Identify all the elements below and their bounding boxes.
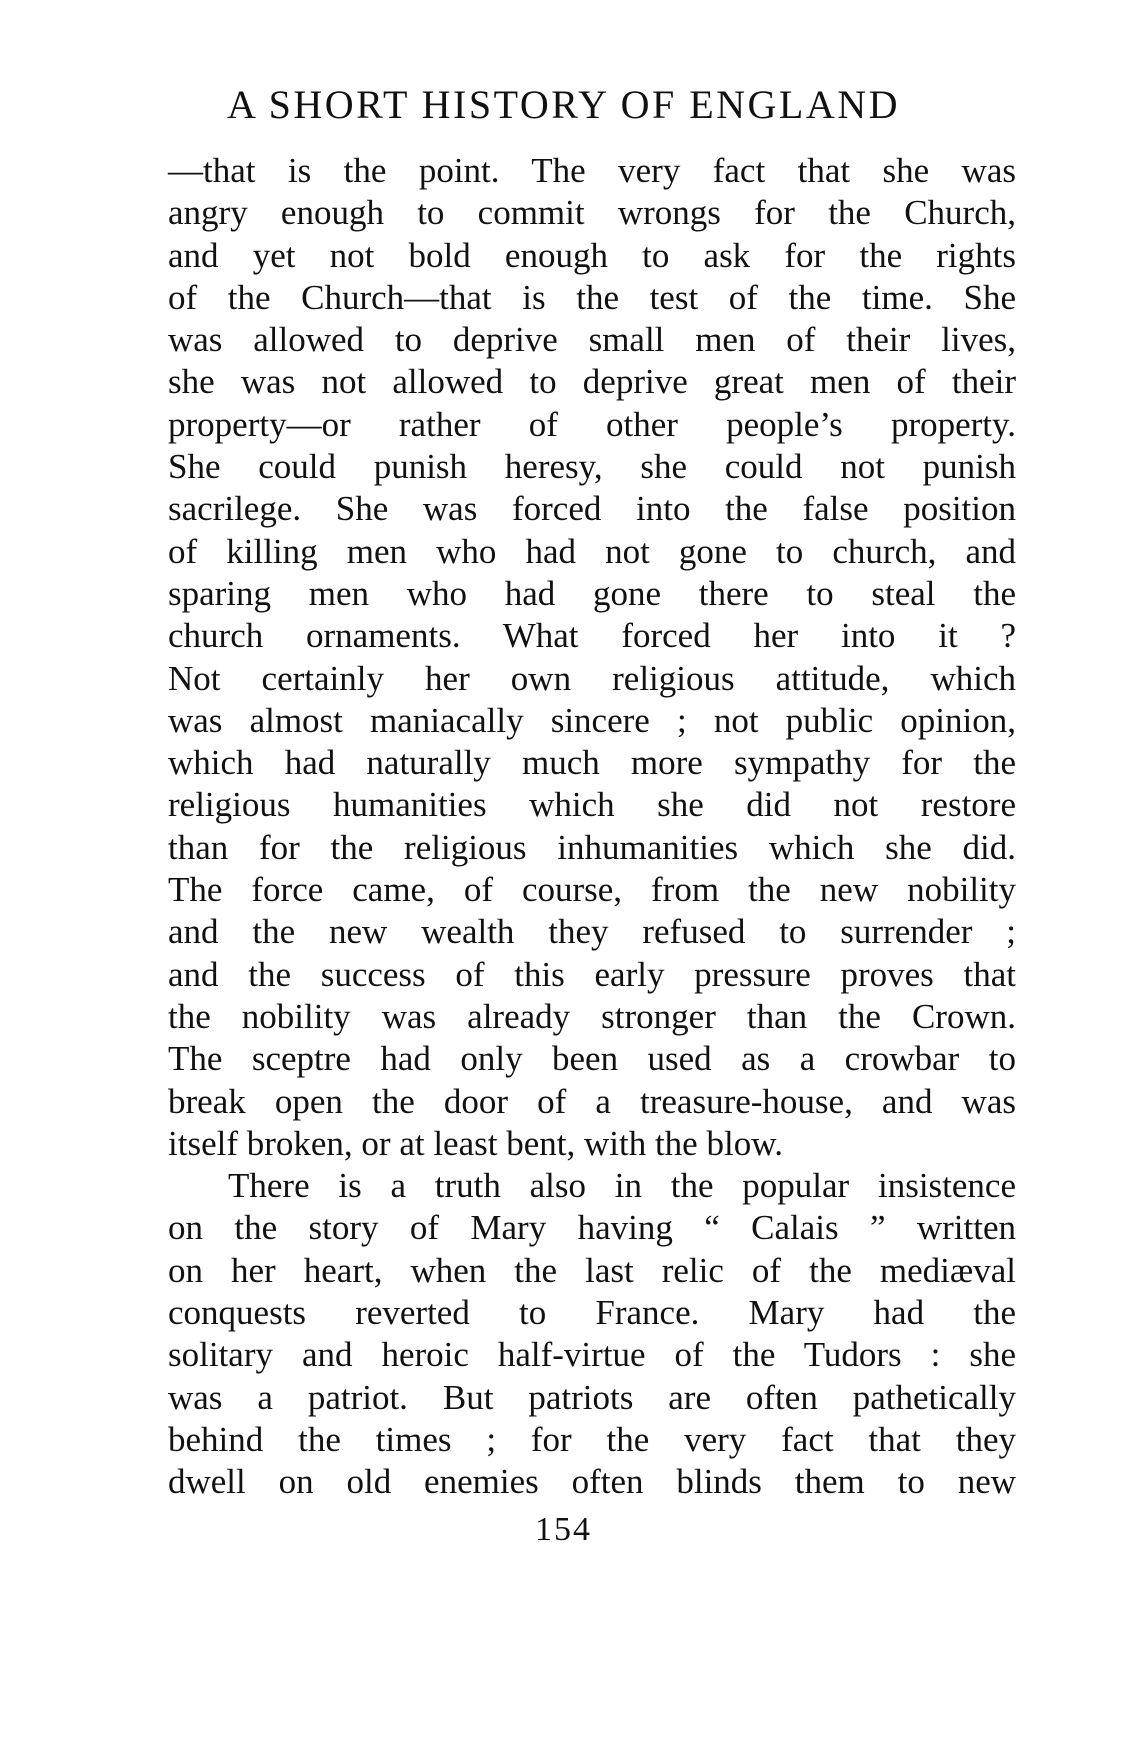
text-line: she was not allowed to deprive great men of their xyxy=(168,362,1016,402)
text-line: solitary and heroic half-virtue of the Tudors : she xyxy=(168,1335,1016,1375)
text-line: There is a truth also in the popular insistence xyxy=(228,1166,1016,1206)
text-line: of the Church—that is the test of the time. She xyxy=(168,277,1016,317)
text-line: dwell on old enemies often blinds them to new xyxy=(168,1462,1016,1502)
text-line: was a patriot. But patriots are often pathetically xyxy=(168,1377,1016,1417)
text-line: was almost maniacally sincere ; not public opinion, xyxy=(168,700,1016,740)
text-line: the nobility was already stronger than the Crown. xyxy=(168,996,1016,1036)
page-number: 154 xyxy=(535,1511,592,1548)
text-line: The force came, of course, from the new nobility xyxy=(168,870,1016,910)
text-line: and yet not bold enough to ask for the rights xyxy=(168,235,1016,275)
running-head: A SHORT HISTORY OF ENGLAND xyxy=(226,82,901,127)
text-line: —that is the point. The very fact that she was xyxy=(168,151,1016,190)
text-line: was allowed to deprive small men of their lives, xyxy=(168,320,1016,360)
text-line: angry enough to commit wrongs for the Church, xyxy=(168,193,1016,233)
text-line: than for the religious inhumanities which she did. xyxy=(168,827,1016,867)
text-line: Not certainly her own religious attitude, which xyxy=(168,658,1016,698)
text-line: itself broken, or at least bent, with the blow. xyxy=(168,1123,783,1163)
text-line: on her heart, when the last relic of the mediæval xyxy=(168,1250,1016,1290)
paragraph xyxy=(168,1165,1016,1503)
text-line: sacrilege. She was forced into the false position xyxy=(168,489,1016,529)
text-line: The sceptre had only been used as a crowbar to xyxy=(168,1039,1016,1079)
text-line: She could punish heresy, she could not punish xyxy=(168,447,1016,487)
paragraph xyxy=(168,150,1016,1165)
text-line: which had naturally much more sympathy for the xyxy=(168,743,1016,783)
text-line: and the success of this early pressure proves that xyxy=(168,954,1016,994)
text-line: property—or rather of other people’s property. xyxy=(168,404,1016,444)
text-line: break open the door of a treasure-house, and was xyxy=(168,1081,1016,1121)
text-line: and the new wealth they refused to surrender ; xyxy=(168,912,1016,952)
text-line: of killing men who had not gone to church, and xyxy=(168,531,1016,571)
text-line: sparing men who had gone there to steal the xyxy=(168,573,1016,613)
body-text xyxy=(168,150,1016,1504)
text-line: on the story of Mary having “ Calais ” written xyxy=(168,1208,1016,1248)
text-line: church ornaments. What forced her into it ? xyxy=(168,616,1016,656)
text-line: behind the times ; for the very fact that they xyxy=(168,1419,1016,1459)
text-line: religious humanities which she did not restore xyxy=(168,785,1016,825)
text-line: conquests reverted to France. Mary had the xyxy=(168,1293,1016,1333)
